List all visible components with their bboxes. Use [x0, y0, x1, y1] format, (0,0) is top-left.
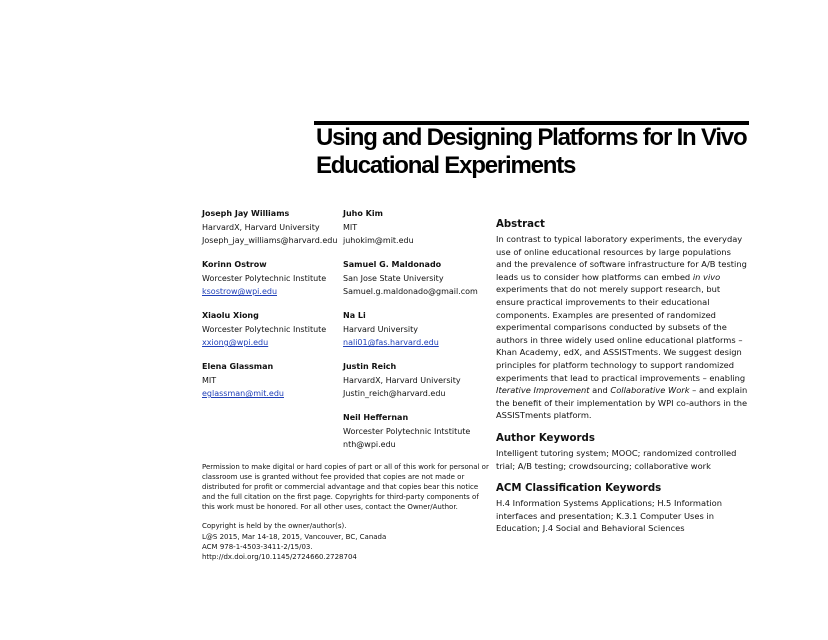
abstract-emphasis: Iterative Improvement — [496, 385, 590, 396]
permission-notice — [202, 462, 492, 562]
author-block — [202, 207, 342, 247]
author-name: Juho Kim — [343, 209, 383, 218]
author-email-link[interactable]: ksostrow@wpi.edu — [202, 287, 278, 296]
author-email: Samuel.g.maldonado@gmail.com — [343, 287, 478, 296]
author-name: Justin Reich — [343, 362, 397, 371]
abstract-heading: Abstract — [496, 219, 545, 230]
author-block — [202, 360, 342, 400]
abstract-text-part: experiments that do not merely support research, but ensure practical improvements to their educational components. Examples are presented of randomized experimental comparisons conducted by subsets of the authors in three widely used online educational platforms – Khan Academy, edX, and ASSISTments. We suggest design principles for platform technology to support randomized experiments that lead to practical improvements – enabling — [496, 284, 746, 383]
author-name: Korinn Ostrow — [202, 260, 267, 269]
author-affiliation: HarvardX, Harvard University — [202, 223, 320, 232]
copyright-block — [202, 521, 492, 561]
abstract-text-part: In contrast to typical laboratory experiments, the everyday use of online educational resources by large populations and the prevalence of software infrastructure for A/B testing leads us to consider how platforms can embed — [496, 234, 747, 282]
author-email: Justin_reich@harvard.edu — [343, 389, 446, 398]
author-block — [202, 258, 342, 298]
conference-line: L@S 2015, Mar 14-18, 2015, Vancouver, BC, Canada — [202, 532, 387, 541]
acm-keywords-heading: ACM Classification Keywords — [496, 483, 662, 495]
acm-keywords-text: H.4 Information Systems Applications; H.5 Information interfaces and presentation; K.3.1 Computer Uses in Education; J.4 Social and Behavioral Sciences — [496, 498, 722, 534]
authors-column-left — [202, 207, 342, 411]
doi-line: http://dx.doi.org/10.1145/2724660.2728704 — [202, 552, 357, 561]
author-email-link[interactable]: eglassman@mit.edu — [202, 389, 284, 398]
author-name: Joseph Jay Williams — [202, 209, 290, 218]
author-name: Elena Glassman — [202, 362, 274, 371]
author-affiliation: San Jose State University — [343, 274, 444, 283]
author-keywords-heading: Author Keywords — [496, 432, 595, 444]
author-block — [202, 309, 342, 349]
author-name: Xiaolu Xiong — [202, 311, 259, 320]
author-block — [343, 360, 493, 400]
author-name: Samuel G. Maldonado — [343, 260, 442, 269]
author-email-link[interactable]: nali01@fas.harvard.edu — [343, 338, 439, 347]
author-email: nth@wpi.edu — [343, 440, 396, 449]
author-block — [343, 258, 493, 298]
author-affiliation: Worcester Polytechnic Intstitute — [343, 427, 471, 436]
author-name: Na Li — [343, 311, 366, 320]
copyright-line: Copyright is held by the owner/author(s). — [202, 522, 347, 531]
author-name: Neil Heffernan — [343, 413, 409, 422]
permission-text: Permission to make digital or hard copies of part or all of this work for personal or classroom use is granted without fee provided that copies are not made or distributed for profit or commercial advantage and that copies bear this notice and the full citation on the first page. Copyrights for third-party components of this work must be honored. For all other uses, contact the Owner/Author. — [202, 463, 489, 512]
author-email-link[interactable]: xxiong@wpi.edu — [202, 338, 269, 347]
paper-title: Using and Designing Platforms for In Vivo Educational Experiments — [316, 124, 747, 179]
author-email: juhokim@mit.edu — [343, 236, 414, 245]
author-affiliation: Worcester Polytechnic Institute — [202, 274, 327, 283]
author-block — [343, 309, 493, 349]
abstract-emphasis: in vivo — [692, 271, 721, 282]
author-affiliation: MIT — [343, 223, 358, 232]
authors-column-right — [343, 207, 493, 462]
author-affiliation: Worcester Polytechnic Institute — [202, 325, 327, 334]
abstract-column — [496, 218, 748, 545]
abstract-emphasis: Collaborative Work — [610, 385, 690, 396]
author-affiliation: MIT — [202, 376, 217, 385]
author-affiliation: HarvardX, Harvard University — [343, 376, 461, 385]
author-email: Joseph_jay_williams@harvard.edu — [202, 236, 338, 245]
author-block — [343, 411, 493, 451]
author-keywords-text: Intelligent tutoring system; MOOC; randomized controlled trial; A/B testing; crowdsourcing; collaborative work — [496, 447, 737, 471]
author-block — [343, 207, 493, 247]
abstract-text-part: – and explain the benefit of their implementation by WPI co-authors in the ASSISTments platform. — [496, 385, 748, 421]
isbn-line: ACM 978-1-4503-3411-2/15/03. — [202, 542, 313, 551]
author-affiliation: Harvard University — [343, 325, 418, 334]
abstract-text — [496, 233, 748, 422]
abstract-text-part: and — [589, 385, 611, 396]
